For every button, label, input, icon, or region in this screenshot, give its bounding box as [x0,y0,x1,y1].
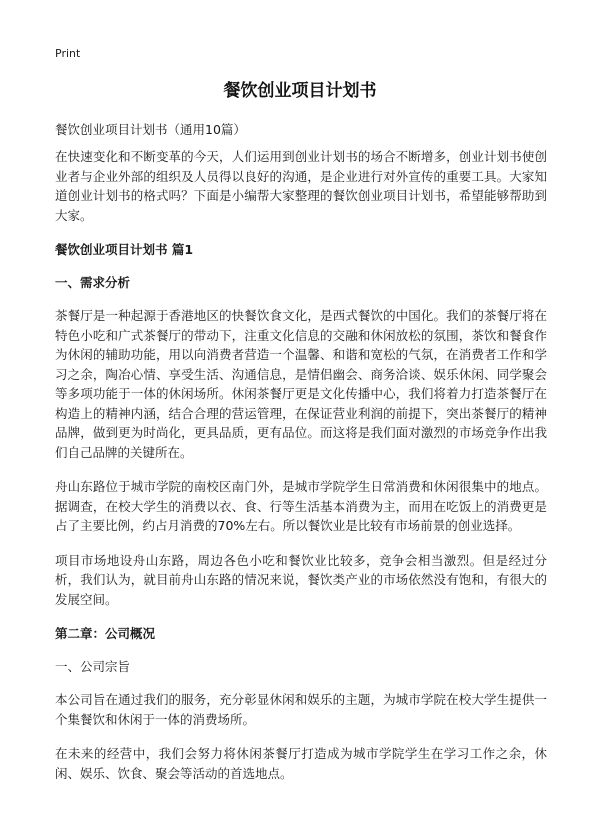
document-title: 餐饮创业项目计划书 [223,81,377,101]
print-link[interactable]: Print [55,47,81,60]
section1-paragraph-1: 茶餐厅是一种起源于香港地区的快餐饮食文化，是西式餐饮的中国化。我们的茶餐厅将在特色小吃和广式茶餐厅的带动下，注重文化信息的交融和休闲放松的氛围，茶饮和餐食作为休闲的辅助功能，用以向消费者营造一个温馨、和谐和宽松的气氛，在消费者工作和学习之余，陶冶心情、享受生活、沟通信息，是情侣幽会、商务洽谈、娱乐休闲、同学聚会等多项功能于一体的休闲场所。休闲茶餐厅更是文化传播中心，我们将着力打造茶餐厅在构造上的精神内涵，结合合理的营运管理，在保证营业利润的前提下，突出茶餐厅的精神品牌，做到更为时尚化，更具品质，更有品位。而这将是我们面对激烈的市场竞争作出我们自己品牌的关键所在。 [55,308,547,460]
chapter2-heading: 第二章：公司概况 [55,626,156,641]
intro-paragraph: 在快速变化和不断变革的今天，人们运用到创业计划书的场合不断增多，创业计划书使创业者与企业外部的组织及人员得以良好的沟通，是企业进行对外宣传的重要工具。大家知道创业计划书的格式吗？下面是小编帮大家整理的餐饮创业项目计划书，希望能够帮助到大家。 [55,149,547,223]
document-subtitle: 餐饮创业项目计划书（通用10篇） [55,122,246,137]
section1-paragraph-3: 项目市场地设舟山东路，周边各色小吃和餐饮业比较多，竞争会相当激烈。但是经过分析，我们认为，就目前舟山东路的情况来说，餐饮类产业的市场依然没有饱和，有很大的发展空间。 [55,552,547,607]
part1-heading: 餐饮创业项目计划书 篇1 [55,242,194,257]
chapter2-paragraph-1: 本公司旨在通过我们的服务，充分彰显休闲和娱乐的主题，为城市学院在校大学生提供一个集餐饮和休闲于一体的消费场所。 [55,692,547,727]
document-body [55,120,547,798]
section1-paragraph-2: 舟山东路位于城市学院的南校区南门外，是城市学院学生日常消费和休闲很集中的地点。据调查，在校大学生的消费以衣、食、行等生活基本消费为主，而用在吃饭上的消费更是占了主要比例，约占月消费的70%左右。所以餐饮业是比较有市场前景的创业选择。 [55,479,547,533]
chapter2-paragraph-2: 在未来的经营中，我们会努力将休闲茶餐厅打造成为城市学院学生在学习工作之余，休闲、娱乐、饮食、聚会等活动的首选地点。 [55,746,547,781]
section1-heading: 一、需求分析 [55,275,131,290]
chapter2-sub-heading: 一、公司宗旨 [55,659,131,674]
